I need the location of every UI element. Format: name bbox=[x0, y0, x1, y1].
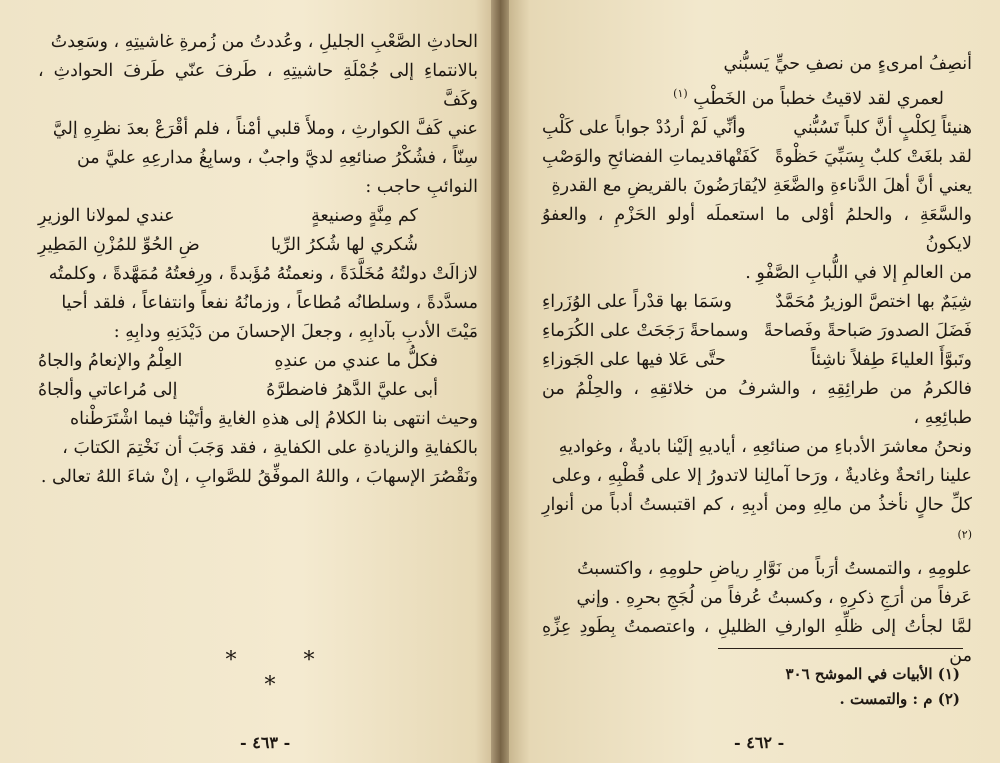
page-number: - ٤٦٢ - bbox=[734, 733, 785, 752]
verse-second-hemistich: وأنِّي لَمْ أردُدْ جواباً على كَلْبِ bbox=[542, 117, 746, 138]
right-page bbox=[500, 0, 1000, 763]
text-line: لمَّا لجأتُ إلى ظلِّهِ الوارفِ الظليلِ ، واعتصمتُ بِطَودِ عِزِّهِ من bbox=[542, 616, 972, 666]
text-line: الحادثِ الصَّعْبِ الجليلِ ، وعُددتُ من زُمرةِ غاشيتِهِ ، وسَعِدتُ bbox=[50, 32, 478, 52]
text-line: مَيْتَ الأدبِ بآدابِهِ ، وجعلَ الإحسانَ من دَيْدَنِهِ ودابِهِ : bbox=[113, 322, 478, 342]
verse-first-hemistich: فَضَلَ الصدورَ صَباحةً وفَصاحةً bbox=[763, 320, 972, 341]
footnote: (٢) م : والتمست . bbox=[839, 690, 960, 708]
verse-first-hemistich: شُكري لها شُكرُ الرِّيا bbox=[270, 235, 418, 255]
text-line: يعني أنَّ أهلَ الدَّناءةِ والضَّعَةِ لايُقارَضُونَ بالقريضِ مع القدرةِ bbox=[551, 175, 972, 196]
text-line: بالانتماءِ إلى جُمْلَةِ حاشيتِهِ ، طَرفَ عنّي طَرفَ الحوادثِ ، وكَفَّ bbox=[38, 61, 478, 110]
left-page-text bbox=[38, 28, 478, 492]
verse-first-hemistich: لقد بلغَتْ كلبٌ بِسَبِّيَ حَظْوةً bbox=[775, 146, 972, 167]
verse-line bbox=[542, 346, 972, 375]
text-line: ونحنُ معاشرَ الأدباءِ من صنائعِهِ ، أياديهِ إلَيْنا باديةٌ ، وغواديهِ bbox=[558, 436, 972, 457]
text-line: والسَّعَةِ ، والحلمُ أوْلى ما استعملَه أولو الحَزْمِ ، والعفوُ لايكونُ bbox=[542, 204, 972, 254]
verse-first-hemistich: شِيَمٌ بها اختصَّ الوزيرُ مُحَمَّدٌ bbox=[775, 291, 972, 312]
verse-first-hemistich: كم مِنَّةٍ وصنيعةٍ bbox=[311, 206, 418, 226]
verse-second-hemistich: عندي لمولانا الوزيرِ bbox=[38, 206, 175, 226]
text-line: سِنّاً ، فشُكْرُ صنائعِهِ لديَّ واجبٌ ، وسابِغُ مدارعِهِ عليَّ من bbox=[76, 148, 478, 168]
verse-first-hemistich: وتَبوَّأَ العلياءَ طِفلاً ناشِئاً bbox=[810, 349, 972, 370]
verse-first-hemistich: هنيئاً لِكلْبٍ أنَّ كلباً تَسُبُّني bbox=[793, 117, 972, 138]
footnote: (١) الأبيات في الموشح ٣٠٦ bbox=[785, 665, 960, 683]
verse-line bbox=[38, 347, 478, 376]
page-number: - ٤٦٣ - bbox=[240, 733, 291, 752]
verse-line bbox=[38, 231, 478, 260]
opening-verse-line bbox=[542, 79, 972, 114]
verse-second-hemistich: وسماحةً رَجَحَتْ على الكُرَماءِ bbox=[542, 320, 749, 341]
text-line: من العالمِ إلا في اللُّبابِ الصَّفْوِ . bbox=[745, 262, 972, 283]
right-page-text bbox=[542, 50, 972, 671]
verse-first-hemistich: فكلُّ ما عندي من عندِهِ bbox=[274, 351, 438, 371]
text-line: النوائبِ حاجب : bbox=[365, 177, 478, 197]
verse-line bbox=[542, 114, 972, 143]
text-line: علينا رائحةٌ وغاديةٌ ، ورَحا آمالِنا لاتدورُ إلا على قُطْبِهِ ، وعلى bbox=[551, 465, 972, 486]
book-gutter bbox=[491, 0, 509, 763]
text-line: وحيث انتهى بنا الكلامُ إلى هذهِ الغايةِ وأتَيْنا فيما اشْتَرَطْناه bbox=[69, 409, 478, 429]
text-line: مسدَّدةً ، وسلطانُه مُطاعاً ، وزمانُهُ نفعاً وانتفاعاً ، فلقد أحيا bbox=[61, 293, 478, 313]
text-line bbox=[542, 491, 972, 555]
verse-line bbox=[542, 317, 972, 346]
footnote-marker: (٢) bbox=[957, 527, 972, 541]
verse-line bbox=[38, 202, 478, 231]
verse-second-hemistich: كَفَتْهاقديماتِ الفضائحِ والوَصْبِ bbox=[542, 146, 759, 167]
opening-verse: أنصِفُ امرىءٍ من نصفِ حيٍّ يَسبُّني bbox=[723, 54, 972, 74]
footnote-divider bbox=[718, 648, 963, 649]
verse-second-hemistich: وسَمَا بها قدْراً على الوُزَراءِ bbox=[542, 291, 732, 312]
text-line: فالكرمُ من طرائِقِهِ ، والشرفُ من خلائقِهِ ، والحِلْمُ من طبائِعِهِ ، bbox=[542, 378, 972, 428]
verse-second-hemistich: إلى مُراعاتي وألجاهُ bbox=[38, 380, 178, 400]
text-line: بالكفايةِ والزيادةِ على الكفايةِ ، فقد وَجَبَ أن نَخْتِمَ الكتابَ ، bbox=[62, 438, 478, 458]
verse-second-hemistich: ضِ الحُوِّ للمُزْنِ المَطِيرِ bbox=[38, 235, 200, 255]
verse-second-hemistich: العِلْمُ والإنعامُ والجاهُ bbox=[38, 351, 183, 371]
verse-line bbox=[542, 288, 972, 317]
text-line: ونَقْصُرَ الإسهابَ ، واللهُ الموفِّقُ للصَّوابِ ، إنْ شاءَ اللهُ تعالى . bbox=[40, 467, 478, 487]
text-line: علومِهِ ، والتمستُ أرَباً من نَوَّارِ رياضِ حلومِهِ ، واكتسبتُ bbox=[577, 558, 972, 579]
verse-first-hemistich: أبى عليَّ الدَّهرُ فاضطرَّهُ bbox=[266, 380, 438, 400]
verse-line bbox=[542, 143, 972, 172]
section-end-stars: * * * bbox=[225, 648, 345, 698]
verse-second-hemistich: حتَّى عَلا فيها على الجَوزاءِ bbox=[542, 349, 726, 370]
opening-verse-text: لعمري لقد لاقيتُ خطباً من الخَطْبِ bbox=[693, 88, 944, 109]
text-line: عني كَفَّ الكوارثِ ، وملأَ قلبي أمْناً ، فلم أقْرَعْ بعدَ نظرِهِ إليَّ bbox=[52, 119, 478, 139]
footnote-marker: (١) bbox=[673, 87, 688, 100]
text-line: لازالَتْ دولتُهُ مُخَلَّدَةً ، ونعمتُهُ مُؤَبدةً ، ورِفعتُهُ مُمَهَّدةً ، وكلمتُه bbox=[48, 264, 478, 284]
verse-line bbox=[38, 376, 478, 405]
text-line: عَرفاً من أرَجِ ذكرِهِ ، وكسبتُ عُرفاً من لُجَجِ بحرِهِ . وإني bbox=[576, 587, 972, 608]
text-line-content: كلِّ حالٍ نأخذُ من مالِهِ ومن أدبِهِ ، كم اقتبستُ أدباً من أنوارِ bbox=[542, 494, 972, 515]
footnotes bbox=[640, 662, 960, 712]
